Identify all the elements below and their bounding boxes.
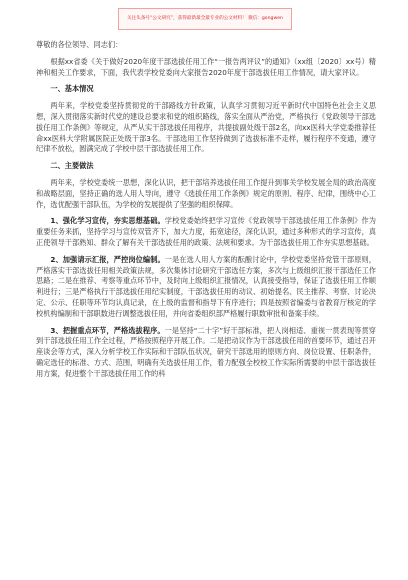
item-2-paragraph <box>36 255 376 320</box>
item-2-body: 一是在选人用人方案的酝酿讨论中，学校党委坚持党管干部原则，严格落实干部选拔任用相关政策法规，多次集体讨论研究干部选任方案，多次与上级组织汇报干部选任工作思路；二是在推荐、考察等重点环节中，及时向上级组织汇报情况，认真接受指导，保证了选拔任用工作顺利进行；三是严格执行干部选拔任用纪实制度，干部选拔任用的动议、初始提名、民主推荐、考察、讨论决定、公示、任职等环节均认真记录，在上级的监督和指导下有序进行；四是按照省编委与省教育厅核定的学校机构编制和干部职数进行调整选拔任用，并向省委组织部严格履行职数审批和备案手续。 <box>36 254 376 318</box>
item-1-title: 1、强化学习宣传，夯实思想基础。 <box>50 216 165 226</box>
section-heading-practices: 二、主要做法 <box>50 161 94 171</box>
item-2-title: 2、加强请示汇报，严控岗位编制。 <box>50 254 165 264</box>
item-1-body: 学校党委始终把学习宣传《党政领导干部选拔任用工作条例》作为重要任务来抓，坚持学习与宣传双管齐下，加大力度，拓宽途径，深化认识，通过多种形式的学习宣传，真正使领导干部熟知、群众了解有关干部选拔任用的政策、法规和要求。为干部选拔任用工作夯实思想基础。 <box>36 216 376 247</box>
banner-text: 关注头条号“公文研究”，获得最新最全最专业的公文材料！ 微信：gongwen <box>127 15 283 21</box>
item-3-title: 3、把握重点环节，严格选拔程序。 <box>50 325 165 335</box>
item-1-paragraph <box>36 216 376 248</box>
basic-situation-paragraph: 两年来，学校党委坚持贯彻党的干部路线方针政策，认真学习贯彻习近平新时代中国特色社会主义思想，深入贯彻落实新时代党的建设总要求和党的组织路线，落实全面从严治党，严格执行《党政领导干部选拔任用工作条例》等规定，从严从实干部选拔任用程序，共提拔副处级干部2名，向xx医科大学党委推荐任命xx医科大学附属医院正处级干部3名。干部选用工作坚持做到了选拔标准不走样，履行程序不变通，遵守纪律不放松，圆满完成了学校中层干部选拔任用工作。 <box>36 101 376 154</box>
document-body <box>36 38 376 386</box>
intro-paragraph: 根据xx省委《关于做好2020年度干部选拔任用工作“一报告两评议”的通知》（xx组〔2020〕xx号）精神和相关工作要求，下面，我代表学校党委向大家报告2020年度干部选拔任用工作情况，请大家评议。 <box>36 56 376 77</box>
practices-intro-paragraph: 两年来，学校党委统一思想，深化认识，把干部培养选拔任用工作提升到事关学校发展全局的政治高度和战略层面，坚持正确的选人用人导向，遵守《选拔任用工作条例》规定的原则、程序、纪律，围绕中心工作，选优配强干部队伍，为学校的发展提供了坚强的组织保障。 <box>36 177 376 209</box>
salutation: 尊敬的各位领导、同志们： <box>36 40 123 49</box>
watermark-banner <box>118 8 292 30</box>
section-heading-basic: 一、基本情况 <box>50 84 94 94</box>
item-3-body: 一是坚持“二十字”好干部标准，把人岗相适、重视一贯表现等贯穿到干部选拔任用工作全过程，严格按照程序开展工作。二是把动议作为干部选拔任用的首要环节，通过召开座谈会等方式，深入分析学校工作实际和干部队伍状况，研究干部选用的原则方向、岗位设置、任职条件，确定选任的标准、方式、范围，明确有关选拔任用工作，着力配强全校校工作实际所需要的中层干部选拔任用方案，促进整个干部选拔任用工作的科 <box>36 325 376 378</box>
item-3-paragraph <box>36 326 376 380</box>
